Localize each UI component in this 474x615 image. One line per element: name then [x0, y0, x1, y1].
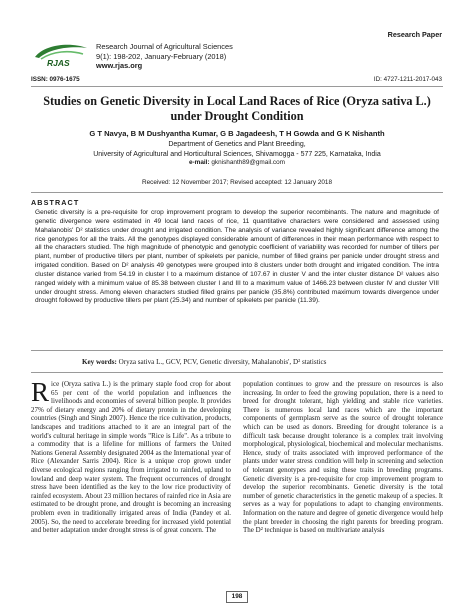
- keywords-list: Oryza sativa L., GCV, PCV, Genetic diversity, Mahalanobis', D² statistics: [118, 358, 327, 366]
- logo-text: RJAS: [47, 58, 70, 68]
- keywords: [82, 358, 412, 366]
- email-line: [40, 159, 434, 166]
- title-line-2: under Drought Condition: [170, 109, 304, 123]
- volume-issue: 9(1): 198-202, January-February (2018): [96, 51, 227, 61]
- email-label: e-mail:: [188, 159, 210, 166]
- body-column-right: population continues to grow and the pressure on resources is also increasing. In order to feed the growing population, there is a need to breed for drought tolerant, high yielding and stable rice varieties. There is numerous local land races which are the important components of germplasm serve as the source of drought tolerance which can be used as donors. Breeding for drought tolerance is a difficult task because drought tolerance is a complex trait involving morphological, physiological, biochemical and molecular mechanisms. Hence, study of traits associated with improved performance of the plants under water stress condition will help in screening and selection of tolerant genotypes and using these traits in breeding programs. Genetic diversity is a pre-requisite for crop improvement program to develop the superior recombinants. Genetic diversity is the total number of genetic characteristics in the genetic makeup of a species. It serves as a way for populations to adapt to changing environments. Information on the nature and degree of genetic divergence would help the plant breeder in choosing the right parents for breeding program. The D² technique is based on multivariate analysis: [243, 380, 443, 535]
- abstract-heading: ABSTRACT: [31, 198, 80, 207]
- drop-cap: R: [31, 377, 50, 407]
- authors: G T Navya, B M Dushyantha Kumar, G B Jagadeesh, T H Gowda and G K Nishanth: [89, 129, 385, 138]
- header-divider: [31, 86, 443, 87]
- abstract-divider: [31, 350, 443, 351]
- affiliation-line-1: Department of Genetics and Plant Breeding,: [168, 141, 306, 148]
- article-type: Research Paper: [387, 30, 442, 39]
- keywords-label: Key words:: [82, 358, 117, 366]
- affiliation: [40, 140, 434, 159]
- affiliation-line-2: University of Agricultural and Horticultural Sciences, Shivamogga - 577 225, Karnataka, India: [93, 150, 381, 158]
- issn: ISSN: 0976-1675: [31, 76, 80, 83]
- body-column-left: [31, 377, 231, 535]
- received-dates: Received: 12 November 2017; Revised accepted: 12 January 2018: [141, 179, 333, 186]
- article-id: ID: 4727-1211-2017-043: [373, 76, 442, 83]
- email-address[interactable]: gknishanth89@gmail.com: [211, 159, 286, 166]
- abstract-text: Genetic diversity is a pre-requisite for crop improvement program to develop the superior recombinants. The nature and magnitude of genetic divergence were estimated in 49 local land races of rice, 11 quantitative characters were considered and assessed using Mahalanobis' D² statistics under drought and irrigated condition. The analysis of variance revealed highly significant difference among the rice genotypes for all the traits. All the genotypes displayed considerable amount of differences in their mean performance with respect to all the characters studied. The high magnitude of phenotypic and genotypic coefficient of variability was recorded for number of tillers per plant, number of productive tillers per plant, number of spikelets per panicle, number of filled grains per panicle under drought stress and irrigated condition. Based on D² analysis 49 genotypes were grouped into 8 clusters under both drought and irrigated condition. The intra cluster distance varied from 54.19 in cluster I to a maximum distance of 107.67 in cluster V and the inter cluster distance D² values also ranged widely with a minimum value of 85.38 between cluster I and III to a maximum value of 1466.23 between cluster IV and cluster VIII under drought stress. Among eleven characters studied filled grains per panicle (35.8%) contributed maximum towards divergence under drought followed by productive tillers per plant (25.34) and number of spikelets per panicle (11.39).: [35, 209, 439, 305]
- journal-url[interactable]: www.rjas.org: [96, 61, 143, 71]
- journal-logo: [31, 42, 91, 68]
- dates-divider: [31, 192, 443, 193]
- body-left-text: ice (Oryza sativa L.) is the primary staple food crop for about 65 per cent of the world population and influences the livelihoods and economies of several billion people. It provides 27% of dietary energy and 20% of dietary protein in the developing countries (Singh and Singh 2007). Hence the rice cultivation, products, landscapes and traditions attached to it are an integral part of the world's cultural heritage in simple words "Rice is Life". As a tribute to a commodity that is a lifeline for millions of farmers the United Nations General Assembly designated 2004 as the International year of Rice (Alexander Sarris 2004). Rice is a unique crop grown under diverse ecological regions ranging from irrigated to rainfed, upland to lowland and deep water system. The frequent occurrences of drought stress have been identified as the key to the low rice productivity of rainfed ecosystem. About 23 million hectares of rainfed rice in Asia are estimated to be drought prone, and drought is becoming an increasing problem even in traditionally irrigated areas of India (Pandey et al. 2005). So, the need to accelerate breeding for increased yield potential and better adaptation under drought stress is of great concern. The: [31, 380, 231, 535]
- page-number: 198: [226, 591, 248, 603]
- title-line-1: Studies on Genetic Diversity in Local Land Races of Rice (Oryza sativa L.): [43, 94, 431, 108]
- journal-info: [96, 42, 233, 71]
- paper-title: [40, 94, 434, 124]
- journal-name: Research Journal of Agricultural Sciences: [96, 42, 233, 51]
- keywords-divider: [31, 372, 443, 373]
